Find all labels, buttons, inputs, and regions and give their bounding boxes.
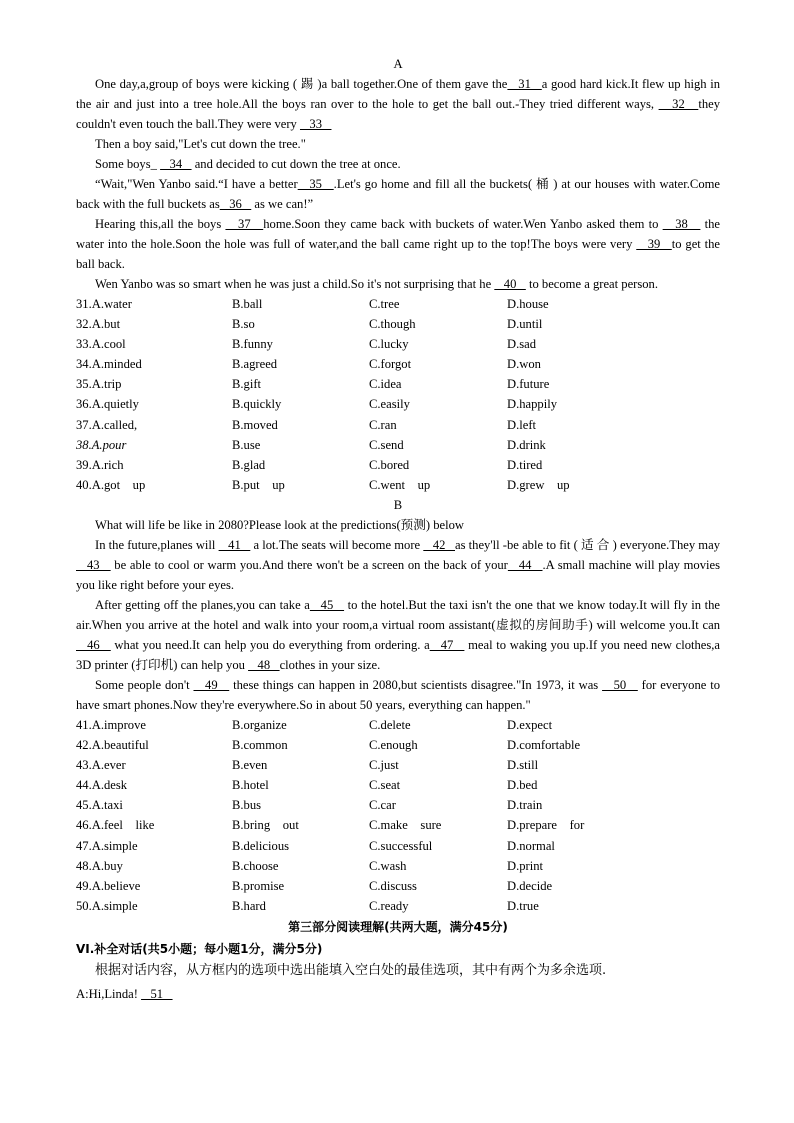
answer-option[interactable]: 31.A.water [76, 297, 132, 311]
text-run: After getting off the planes,you can take a [95, 597, 310, 612]
answer-option[interactable]: C.ran [369, 417, 397, 432]
answer-option[interactable]: D.left [507, 417, 537, 432]
text-run: Wen Yanbo was so smart when he was just a child.So it's not surprising that he [95, 277, 495, 291]
answer-option[interactable]: B.organize [232, 717, 287, 732]
text-run: they couldn't even touch the ball.They were very [76, 97, 721, 131]
answer-option[interactable]: B.choose [232, 858, 279, 873]
option-row [76, 415, 720, 435]
option-row [76, 795, 720, 815]
text-run: the water into the hole.Soon the hole was full of water,and the ball came right up to the top!The boys were very [76, 217, 720, 251]
answer-blank: 51 [141, 986, 173, 1001]
option-row [76, 475, 720, 495]
section6-dialog [76, 984, 720, 1004]
part3-heading: 第三部分阅读理解(共两大题，满分45分) [288, 919, 508, 934]
answer-option[interactable]: 36.A.quietly [76, 397, 139, 412]
answer-option[interactable]: C.tree [369, 297, 400, 311]
answer-option[interactable]: 33.A.cool [76, 337, 126, 352]
answer-blank: 45 [309, 597, 345, 612]
passage-b-options [76, 715, 720, 916]
answer-option[interactable]: 40.A.got up [76, 477, 146, 492]
text-run: and decided to cut down the tree at once. [191, 157, 401, 171]
paragraph [76, 214, 720, 274]
text-run: .Let's go home and fill all the buckets( 桶 ) at our houses with water.Come back with the full buckets as [76, 177, 720, 211]
option-row [76, 715, 720, 735]
answer-blank: 43 [76, 557, 111, 572]
passage-b-text [76, 515, 720, 715]
text-run: One day,a,group of boys were kicking ( 踢 )a ball together.One of them gave the [95, 77, 508, 91]
exam-page [76, 54, 720, 1004]
answer-option[interactable]: B.hard [232, 898, 266, 913]
answer-option[interactable]: D.decide [507, 878, 553, 893]
answer-option[interactable]: 49.A.believe [76, 878, 141, 893]
text-run: clothes in your size. [279, 657, 381, 672]
answer-option[interactable]: 34.A.minded [76, 357, 142, 372]
text-run: to become a great person. [525, 277, 658, 291]
text-run: In the future,planes will [95, 537, 219, 552]
text-run: for everyone to have smart phones.Now they're everywhere.So in about 50 years, everything can happen." [76, 677, 720, 712]
answer-option[interactable]: C.forgot [369, 357, 412, 372]
text-run: to the hotel.But the taxi isn't the one that we know today.It will fly in the air.When you arrive at the hotel and walk into your room,a virtual room assistant(虚拟的房间助手) will welcome you.It can [76, 597, 721, 632]
answer-option[interactable]: D.prepare for [507, 818, 585, 833]
text-run: as we can!” [251, 197, 314, 211]
text-run: these things can happen in 2080,but scientists disagree."In 1973, it was [229, 677, 603, 692]
answer-blank: 32 [658, 97, 699, 111]
text-run: A:Hi,Linda! [76, 986, 142, 1001]
answer-option[interactable]: C.idea [369, 377, 402, 392]
text-run: be able to cool or warm you.And there won't be a screen on the back of your [110, 557, 508, 572]
answer-option[interactable]: C.just [369, 758, 399, 773]
option-row [76, 815, 720, 835]
answer-option[interactable]: B.promise [232, 878, 285, 893]
answer-option[interactable]: C.successful [369, 838, 433, 853]
text-run: as they'll -be able to fit ( 适 合 ) everyone.They may [455, 537, 720, 552]
answer-blank: 36 [219, 197, 252, 211]
paragraph [76, 515, 720, 535]
answer-blank: 44 [507, 557, 543, 572]
answer-option[interactable]: B.bring out [232, 818, 299, 833]
answer-blank: 37 [225, 217, 264, 231]
option-row [76, 394, 720, 414]
answer-option[interactable]: B.agreed [232, 357, 278, 372]
answer-blank: 33 [299, 117, 332, 131]
answer-option[interactable]: D.bed [507, 778, 538, 793]
answer-option[interactable]: B.use [232, 437, 261, 452]
answer-blank: 38 [662, 217, 701, 231]
paragraph [76, 154, 720, 174]
answer-option[interactable]: C.car [369, 798, 396, 813]
answer-option[interactable]: D.expect [507, 717, 553, 732]
answer-option[interactable]: B.so [232, 317, 255, 332]
answer-option[interactable]: D.happily [507, 397, 558, 412]
answer-blank: 41 [218, 537, 251, 552]
text-run: .A small machine will play movies you like right before your eyes. [76, 557, 721, 592]
answer-option[interactable]: D.train [507, 798, 543, 813]
answer-blank: 49 [193, 677, 230, 692]
answer-option[interactable]: D.normal [507, 838, 555, 853]
paragraph [76, 535, 720, 595]
answer-option[interactable]: B.bus [232, 798, 262, 813]
answer-option[interactable]: B.moved [232, 417, 278, 432]
answer-blank: 42 [423, 537, 455, 552]
answer-option[interactable]: D.tired [507, 457, 543, 472]
answer-option[interactable]: 43.A.ever [76, 758, 126, 773]
answer-option[interactable]: 47.A.simple [76, 838, 138, 853]
answer-option[interactable]: 38.A.pour [76, 437, 127, 452]
answer-option[interactable]: 37.A.called, [76, 417, 138, 432]
answer-option[interactable]: B.glad [232, 457, 266, 472]
answer-option[interactable]: C.went up [369, 477, 431, 492]
answer-option[interactable]: C.lucky [369, 337, 409, 352]
answer-option[interactable]: C.send [369, 437, 404, 452]
answer-option[interactable]: D.future [507, 377, 550, 392]
option-row [76, 294, 720, 314]
option-row [76, 775, 720, 795]
text-run: Some people don't [95, 677, 194, 692]
option-row [76, 314, 720, 334]
answer-option[interactable]: C.wash [369, 858, 407, 873]
answer-option[interactable]: C.discuss [369, 878, 417, 893]
option-row [76, 876, 720, 896]
text-run: what you need.It can help you do everything from ordering. a [110, 637, 430, 652]
text-run: Then a boy said,"Let's cut down the tree." [95, 137, 306, 151]
paragraph [76, 984, 720, 1004]
answer-option[interactable]: B.delicious [232, 838, 290, 853]
answer-option[interactable]: C.ready [369, 898, 409, 913]
text-run: a lot.The seats will become more [250, 537, 424, 552]
option-row [76, 455, 720, 475]
answer-option[interactable]: B.common [232, 738, 288, 753]
option-row [76, 334, 720, 354]
answer-option[interactable]: D.house [507, 297, 549, 311]
text-run: What will life be like in 2080?Please look at the predictions(预测) below [95, 517, 464, 532]
answer-option[interactable]: D.sad [507, 337, 537, 352]
answer-option[interactable]: 41.A.improve [76, 717, 146, 732]
option-row [76, 374, 720, 394]
option-row [76, 896, 720, 916]
option-row [76, 435, 720, 455]
answer-option[interactable]: C.seat [369, 778, 401, 793]
answer-option[interactable]: D.print [507, 858, 544, 873]
answer-option[interactable]: C.make sure [369, 818, 442, 833]
paragraph [76, 134, 720, 154]
section6-title: VI.补全对话(共5小题；每小题1分，满分5分) [76, 941, 323, 956]
option-row [76, 836, 720, 856]
answer-option[interactable]: D.drink [507, 437, 546, 452]
answer-blank: 39 [636, 237, 672, 251]
text-run: meal to waking you up.If you need new clothes,a 3D printer (打印机) can help you [76, 637, 721, 672]
answer-blank: 35 [297, 177, 334, 191]
answer-option[interactable]: D.true [507, 898, 539, 913]
answer-option[interactable]: D.still [507, 758, 539, 773]
option-row [76, 354, 720, 374]
text-run: “Wait,"Wen Yanbo said.“I have a better [95, 177, 298, 191]
paragraph [76, 595, 720, 675]
text-run: a good hard kick.It flew up high in the air and just into a tree hole.All the boys ran over to the hole to get the ball out.-They tried different ways, [76, 77, 721, 111]
passage-a-options [76, 294, 720, 495]
answer-blank: 40 [494, 277, 526, 291]
answer-option[interactable]: C.easily [369, 397, 410, 412]
answer-option[interactable]: 46.A.feel like [76, 818, 155, 833]
answer-blank: 48 [248, 657, 280, 672]
answer-blank: 47 [429, 637, 465, 652]
text-run: home.Soon they came back with buckets of water.Wen Yanbo asked them to [263, 217, 663, 231]
answer-option[interactable]: D.won [507, 357, 541, 372]
answer-option[interactable]: 48.A.buy [76, 858, 123, 873]
answer-option[interactable]: 35.A.trip [76, 377, 122, 392]
answer-option[interactable]: 32.A.but [76, 317, 121, 332]
answer-blank: 31 [507, 77, 542, 91]
passage-a-text [76, 74, 720, 294]
answer-option[interactable]: 39.A.rich [76, 457, 124, 472]
text-run: to get the ball back. [76, 237, 720, 271]
answer-option[interactable]: D.comfortable [507, 738, 581, 753]
passage-a-title: A [393, 57, 403, 71]
answer-option[interactable]: B.ball [232, 297, 263, 311]
answer-option[interactable]: C.enough [369, 738, 418, 753]
answer-option[interactable]: B.gift [232, 377, 262, 392]
answer-option[interactable]: B.quickly [232, 397, 282, 412]
answer-option[interactable]: C.bored [369, 457, 410, 472]
text-run: Some boys_ [95, 157, 161, 171]
answer-option[interactable]: C.though [369, 317, 416, 332]
paragraph [76, 274, 720, 294]
option-row [76, 735, 720, 755]
answer-option[interactable]: D.grew up [507, 477, 570, 492]
option-row [76, 856, 720, 876]
answer-option[interactable]: B.even [232, 758, 268, 773]
paragraph [76, 74, 720, 134]
passage-b-title: B [393, 497, 403, 512]
answer-option[interactable]: 42.A.beautiful [76, 738, 149, 753]
text-run: Hearing this,all the boys [95, 217, 226, 231]
answer-option[interactable]: 44.A.desk [76, 778, 128, 793]
section6-instruction: 根据对话内容，从方框内的选项中选出能填入空白处的最佳选项，其中有两个为多余选项. [95, 962, 607, 978]
answer-blank: 50 [602, 677, 638, 692]
paragraph [76, 675, 720, 715]
answer-option[interactable]: C.delete [369, 717, 411, 732]
paragraph [76, 174, 720, 214]
answer-blank: 34 [160, 157, 192, 171]
answer-option[interactable]: 50.A.simple [76, 898, 138, 913]
answer-option[interactable]: B.funny [232, 337, 273, 352]
answer-option[interactable]: B.hotel [232, 778, 269, 793]
option-row [76, 755, 720, 775]
answer-blank: 46 [76, 637, 111, 652]
answer-option[interactable]: B.put up [232, 477, 285, 492]
answer-option[interactable]: D.until [507, 317, 543, 332]
answer-option[interactable]: 45.A.taxi [76, 798, 123, 813]
